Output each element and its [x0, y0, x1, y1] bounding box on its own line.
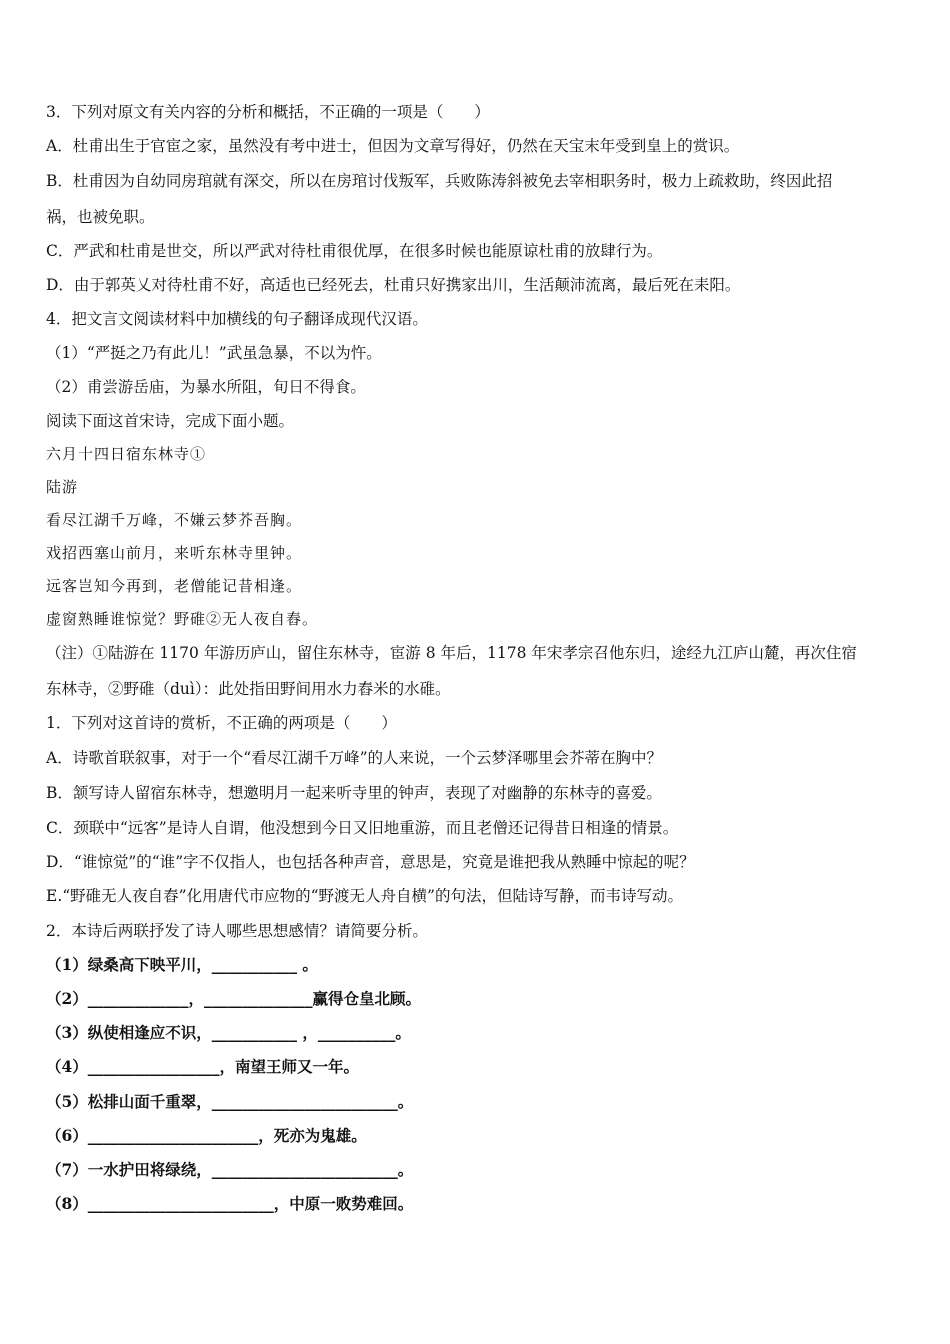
- q3-option-b-line2: 祸，也被免职。: [46, 208, 155, 226]
- pq1-option-b: B．颔写诗人留宿东林寺，想邀明月一起来听寺里的钟声，表现了对幽静的东林寺的喜爱。: [46, 784, 662, 802]
- poem-line-4: 虚窗熟睡谁惊觉？野碓②无人夜自舂。: [46, 610, 319, 628]
- pq1-option-e: E.“野碓无人夜自舂”化用唐代市应物的“野渡无人舟自横”的句法，但陆诗写静，而韦诗写动。: [46, 887, 683, 905]
- poem-author: 陆游: [46, 478, 79, 496]
- pq1-stem: 1．下列对这首诗的赏析，不正确的两项是（ ）: [46, 714, 397, 732]
- fill-blank-1: （1）绿桑高下映平川，___________ 。: [46, 955, 318, 974]
- fill-blank-5: （5）松排山面千重翠，________________________。: [46, 1092, 414, 1111]
- pq2-stem: 2．本诗后两联抒发了诗人哪些思想感情？请简要分析。: [46, 922, 428, 940]
- poem-note-line2: 东林寺，②野碓（duì）：此处指田野间用水力舂米的水碓。: [46, 680, 451, 698]
- q4-stem: 4．把文言文阅读材料中加横线的句子翻译成现代汉语。: [46, 310, 428, 328]
- q3-option-a: A．杜甫出生于官宦之家，虽然没有考中进士，但因为文章写得好，仍然在天宝末年受到皇上的赏识。: [46, 137, 740, 155]
- fill-blank-3: （3）纵使相逢应不识，___________ ，__________。: [46, 1023, 411, 1042]
- poem-line-2: 戏招西塞山前月，来听东林寺里钟。: [46, 544, 303, 562]
- fill-blank-6: （6）______________________，死亦为鬼雄。: [46, 1126, 367, 1145]
- poem-line-1: 看尽江湖千万峰，不嫌云梦芥吾胸。: [46, 511, 303, 529]
- q3-option-b-line1: B．杜甫因为自幼同房琯就有深交，所以在房琯讨伐叛军，兵败陈涛斜被免去宰相职务时，极力上疏救助，终因此招: [46, 172, 833, 190]
- poem-note-line1: （注）①陆游在 1170 年游历庐山，留住东林寺，宦游 8 年后，1178 年宋孝宗召他东归，途经九江庐山麓，再次住宿: [46, 644, 857, 662]
- fill-blank-7: （7）一水护田将绿绕，________________________。: [46, 1160, 414, 1179]
- fill-blank-2: （2）_____________，______________赢得仓皇北顾。: [46, 989, 422, 1008]
- pq1-option-d: D．“谁惊觉”的“谁”字不仅指人，也包括各种声音，意思是，究竟是谁把我从熟睡中惊起的呢？: [46, 853, 695, 871]
- fill-blank-8: （8）________________________，中原一败势难回。: [46, 1194, 414, 1213]
- poem-line-3: 远客岂知今再到，老僧能记昔相逢。: [46, 577, 303, 595]
- q3-option-d: D．由于郭英乂对待杜甫不好，高适也已经死去，杜甫只好携家出川，生活颠沛流离，最后死在耒阳。: [46, 276, 741, 294]
- q4-sentence-1: （1）“严挺之乃有此儿！”武虽急暴，不以为忤。: [46, 344, 382, 362]
- q3-stem: 3．下列对原文有关内容的分析和概括，不正确的一项是（ ）: [46, 103, 490, 121]
- poem-intro: 阅读下面这首宋诗，完成下面小题。: [46, 412, 295, 430]
- pq1-option-a: A．诗歌首联叙事，对于一个“看尽江湖千万峰”的人来说，一个云梦泽哪里会芥蒂在胸中？: [46, 749, 663, 767]
- poem-title: 六月十四日宿东林寺①: [46, 445, 207, 463]
- q3-option-c: C．严武和杜甫是世交，所以严武对待杜甫很优厚，在很多时候也能原谅杜甫的放肆行为。: [46, 242, 663, 260]
- q4-sentence-2: （2）甫尝游岳庙，为暴水所阻，旬日不得食。: [46, 378, 366, 396]
- pq1-option-c: C．颈联中“远客”是诗人自谓，他没想到今日又旧地重游，而且老僧还记得昔日相逢的情景。: [46, 819, 679, 837]
- fill-blank-4: （4）_________________，南望王师又一年。: [46, 1057, 360, 1076]
